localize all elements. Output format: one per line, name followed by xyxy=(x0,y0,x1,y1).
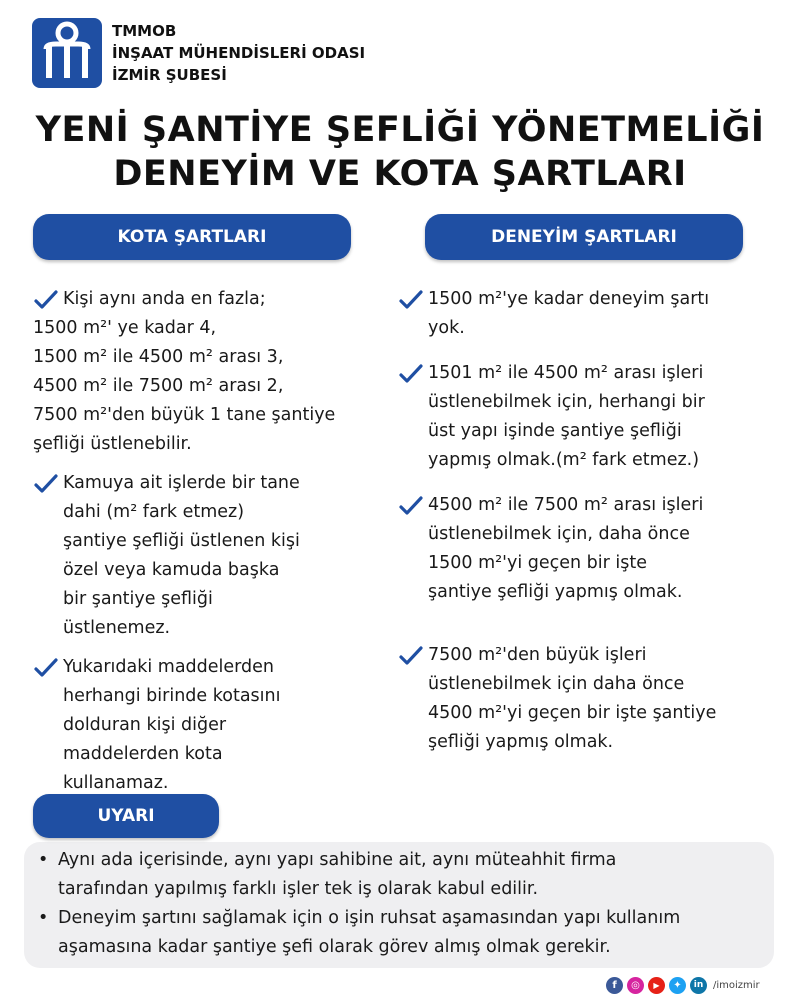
instagram-icon[interactable]: ◎ xyxy=(627,977,644,994)
deneyim-item-2-line: yapmış olmak.(m² fark etmez.) xyxy=(428,450,700,470)
kota-item-3-line: Yukarıdaki maddelerden xyxy=(63,657,275,677)
org-line-2: İNŞAAT MÜHENDİSLERİ ODASI xyxy=(112,44,366,62)
kota-item-1-line: şefliği üstlenebilir. xyxy=(33,434,192,454)
kota-item-1-line: 7500 m²'den büyük 1 tane şantiye xyxy=(33,405,336,425)
deneyim-item-1-line: yok. xyxy=(428,318,465,338)
kota-item-1-line: 1500 m² ile 4500 m² arası 3, xyxy=(33,347,284,367)
organization-name xyxy=(112,20,365,86)
imo-logo-mark xyxy=(32,18,102,88)
kota-item-1-line: 1500 m²' ye kadar 4, xyxy=(33,318,217,338)
deneyim-column xyxy=(398,285,793,757)
deneyim-item-3-line: 1500 m²'yi geçen bir işte xyxy=(428,553,648,573)
bullet-icon: • xyxy=(38,850,49,870)
title-line-1: YENİ ŞANTİYE ŞEFLİĞİ YÖNETMELİĞİ xyxy=(35,110,765,150)
kota-item-2-line: şantiye şefliği üstlenen kişi xyxy=(63,531,300,551)
kota-item-2-line: dahi (m² fark etmez) xyxy=(63,502,245,522)
kota-item-3-line: kullanamaz. xyxy=(63,773,169,793)
org-line-3: İZMİR ŞUBESİ xyxy=(112,66,227,84)
uyari-heading: UYARI xyxy=(33,794,219,838)
checkmark-icon xyxy=(33,471,59,497)
checkmark-icon xyxy=(33,287,59,313)
imo-logo xyxy=(32,18,102,88)
kota-item-3-line: herhangi birinde kotasını xyxy=(63,686,281,706)
deneyim-item-3-line: üstlenebilmek için, daha önce xyxy=(428,524,690,544)
deneyim-item-4-line: 4500 m²'yi geçen bir işte şantiye xyxy=(428,703,717,723)
checkmark-icon xyxy=(33,655,59,681)
deneyim-item-2 xyxy=(398,359,793,475)
kota-item-2 xyxy=(33,469,393,643)
title-line-2: DENEYİM VE KOTA ŞARTLARI xyxy=(113,154,687,194)
warning-item-2-line: aşamasına kadar şantiye şefi olarak görev almış olmak gerekir. xyxy=(58,937,611,957)
twitter-icon[interactable]: ✦ xyxy=(669,977,686,994)
deneyim-item-4-line: üstlenebilmek için daha önce xyxy=(428,674,685,694)
bullet-icon: • xyxy=(38,908,49,928)
checkmark-icon xyxy=(398,493,424,519)
kota-item-2-line: Kamuya ait işlerde bir tane xyxy=(63,473,300,493)
warning-item-1 xyxy=(36,846,771,904)
deneyim-item-2-line: üstlenebilmek için, herhangi bir xyxy=(428,392,705,412)
deneyim-item-3 xyxy=(398,491,793,607)
deneyim-item-4-line: şefliği yapmış olmak. xyxy=(428,732,614,752)
org-line-1: TMMOB xyxy=(112,22,177,40)
kota-item-3-line: maddelerden kota xyxy=(63,744,223,764)
linkedin-icon[interactable]: in xyxy=(690,977,707,994)
facebook-icon[interactable]: f xyxy=(606,977,623,994)
kota-heading: KOTA ŞARTLARI xyxy=(33,214,351,260)
kota-item-1-detail xyxy=(33,314,393,459)
kota-item-1-line: Kişi aynı anda en fazla; xyxy=(63,289,266,309)
kota-item-1 xyxy=(33,285,393,314)
kota-item-3-line: dolduran kişi diğer xyxy=(63,715,227,735)
warning-item-2-line: Deneyim şartını sağlamak için o işin ruhsat aşamasından yapı kullanım xyxy=(58,908,681,928)
deneyim-item-3-line: 4500 m² ile 7500 m² arası işleri xyxy=(428,495,704,515)
checkmark-icon xyxy=(398,643,424,669)
deneyim-item-4 xyxy=(398,641,793,757)
kota-item-3 xyxy=(33,653,393,798)
deneyim-item-3-line: şantiye şefliği yapmış olmak. xyxy=(428,582,683,602)
page-title xyxy=(0,108,800,196)
social-handle[interactable]: /imoizmir xyxy=(713,979,760,991)
social-links xyxy=(606,976,760,994)
warning-item-2 xyxy=(36,904,771,962)
kota-column xyxy=(33,285,393,798)
warning-item-1-line: tarafından yapılmış farklı işler tek iş olarak kabul edilir. xyxy=(58,879,539,899)
warning-list xyxy=(36,846,771,962)
kota-item-2-line: bir şantiye şefliği xyxy=(63,589,213,609)
deneyim-heading: DENEYİM ŞARTLARI xyxy=(425,214,743,260)
deneyim-item-2-line: üst yapı işinde şantiye şefliği xyxy=(428,421,682,441)
warning-item-1-line: Aynı ada içerisinde, aynı yapı sahibine ait, aynı müteahhit firma xyxy=(58,850,617,870)
deneyim-item-2-line: 1501 m² ile 4500 m² arası işleri xyxy=(428,363,704,383)
youtube-icon[interactable]: ▶ xyxy=(648,977,665,994)
deneyim-item-1-line: 1500 m²'ye kadar deneyim şartı xyxy=(428,289,710,309)
checkmark-icon xyxy=(398,287,424,313)
kota-item-1-line: 4500 m² ile 7500 m² arası 2, xyxy=(33,376,284,396)
deneyim-item-1 xyxy=(398,285,793,343)
kota-item-2-line: üstlenemez. xyxy=(63,618,171,638)
checkmark-icon xyxy=(398,361,424,387)
kota-item-2-line: özel veya kamuda başka xyxy=(63,560,280,580)
deneyim-item-4-line: 7500 m²'den büyük işleri xyxy=(428,645,647,665)
